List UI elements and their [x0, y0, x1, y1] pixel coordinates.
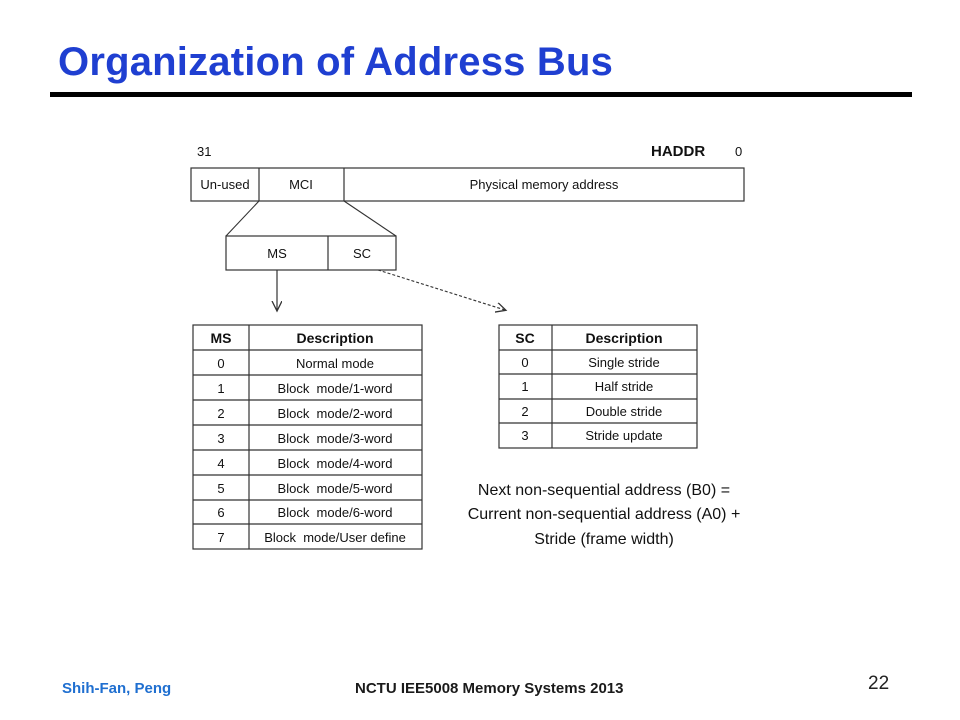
haddr-label: HADDR — [651, 143, 706, 160]
formula-line-1: Next non-sequential address (B0) = — [477, 482, 731, 499]
bit-low-label: 0 — [735, 144, 743, 159]
ms-row-3-value: 3 — [217, 431, 225, 446]
formula-line-2: Current non-sequential address (A0) + — [467, 506, 741, 523]
ms-row-2-value: 2 — [217, 406, 225, 421]
mci-expansion-lines — [226, 201, 396, 236]
sc-row-1-description: Half stride — [594, 379, 654, 394]
bit-high-label: 31 — [197, 144, 212, 159]
field-mci: MCI — [289, 177, 313, 192]
mci-field-ms: MS — [267, 246, 287, 261]
ms-row-5-value: 5 — [217, 481, 225, 496]
ms-row-2-description: Block mode/2-word — [277, 406, 393, 421]
ms-row-4-value: 4 — [217, 456, 225, 471]
footer-author: Shih-Fan, Peng — [62, 680, 172, 697]
sc-row-2-value: 2 — [521, 404, 529, 419]
ms-row-7-description: Block mode/User define — [264, 530, 406, 545]
sc-row-3-value: 3 — [521, 428, 529, 443]
sc-row-0-value: 0 — [521, 355, 529, 370]
ms-header-description: Description — [296, 330, 374, 346]
ms-row-1-description: Block mode/1-word — [277, 381, 393, 396]
sc-header-description: Description — [585, 330, 663, 346]
sc-row-3-description: Stride update — [585, 428, 663, 443]
sc-row-1-value: 1 — [521, 379, 529, 394]
slide-title: Organization of Address Bus — [58, 40, 614, 84]
formula-line-3: Stride (frame width) — [534, 531, 674, 548]
ms-row-7-value: 7 — [217, 530, 225, 545]
field-unused: Un-used — [200, 177, 250, 192]
sc-header-sc: SC — [515, 330, 535, 346]
ms-row-6-value: 6 — [217, 505, 225, 520]
haddr-register — [191, 168, 744, 201]
ms-row-6-description: Block mode/6-word — [277, 505, 393, 520]
sc-table — [499, 325, 697, 448]
ms-row-3-description: Block mode/3-word — [277, 431, 393, 446]
ms-row-4-description: Block mode/4-word — [277, 456, 393, 471]
field-physical-address: Physical memory address — [469, 177, 619, 192]
mci-field-sc: SC — [352, 246, 372, 261]
ms-row-1-value: 1 — [217, 381, 225, 396]
footer-course: NCTU IEE5008 Memory Systems 2013 — [355, 680, 624, 697]
ms-table — [193, 325, 422, 549]
sc-arrow — [378, 270, 505, 310]
stride-formula — [468, 482, 741, 548]
sc-row-0-description: Single stride — [588, 355, 660, 370]
ms-row-0-description: Normal mode — [295, 356, 375, 371]
ms-header-ms: MS — [210, 330, 232, 346]
sc-row-2-description: Double stride — [585, 404, 663, 419]
page-number: 22 — [868, 673, 890, 694]
ms-row-0-value: 0 — [217, 356, 225, 371]
ms-row-5-description: Block mode/5-word — [277, 481, 393, 496]
